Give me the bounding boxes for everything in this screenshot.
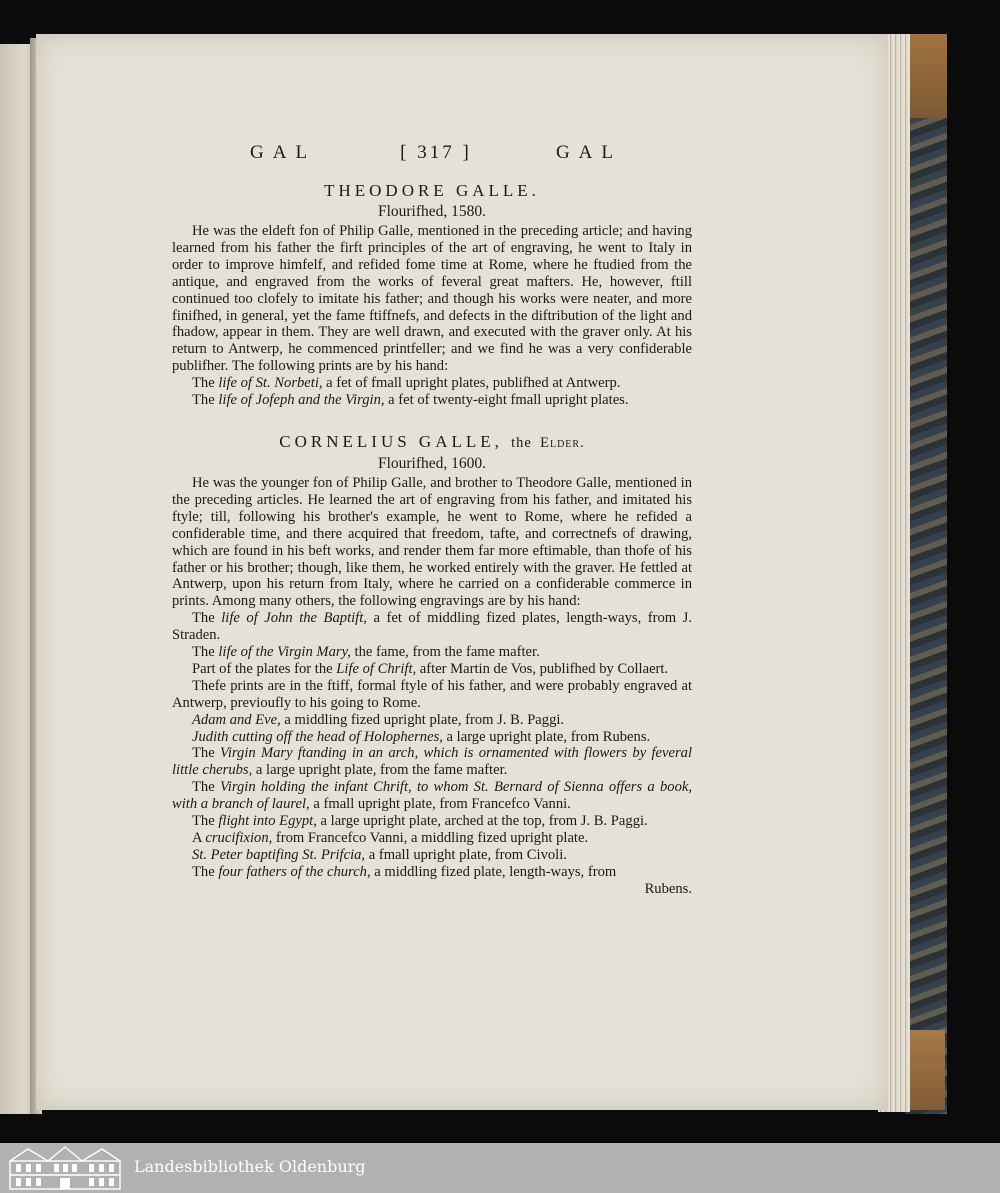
commentary-note: Thefe prints are in the ftiff, formal ftyle of his father, and were probably engraved at Antwerp, previoufly to his going to Rome. <box>172 677 692 711</box>
leather-corner-top <box>905 34 947 118</box>
running-head-right: GAL <box>555 142 622 163</box>
print-list-item: Judith cutting off the head of Holophernes, a large upright plate, from Rubens. <box>192 728 651 745</box>
print-list-item: A crucifixion, from Francefco Vanni, a middling fized upright plate. <box>192 830 589 846</box>
marbled-cover-edge <box>905 34 947 1114</box>
print-list-item: St. Peter baptifing St. Prifcia, a fmall upright plate, from Civoli. <box>192 846 567 863</box>
entry-title-cornelius: CORNELIUS GALLE, the Elder. <box>279 431 585 451</box>
print-list-item: The life of Jofeph and the Virgin, a fet of twenty-eight fmall upright plates. <box>192 392 629 409</box>
flourished-date: Flourifhed, 1580. <box>377 203 487 220</box>
catchword: Rubens. <box>644 880 692 897</box>
library-name: Landesbibliothek Oldenburg <box>134 1157 366 1176</box>
print-list-item: The Virgin Mary ftanding in an arch, which is ornamented with flowers by feveral little cherubs, a large upright plate, from the fame mafter. <box>172 745 693 779</box>
running-head <box>250 140 622 166</box>
print-list-item: The life of St. Norbeti, a fet of fmall upright plates, publifhed at Antwerp. <box>192 375 621 392</box>
footer-bar <box>0 1143 1000 1193</box>
library-building-icon <box>8 1145 122 1191</box>
page-number: [ 317 ] <box>400 142 472 163</box>
print-list-item: The Virgin holding the infant Chrift, to whom St. Bernard of Sienna offers a book, with a branch of laurel, a fmall upright plate, from Francefco Vanni. <box>172 779 692 813</box>
entry-title-theodore: THEODORE GALLE. <box>324 181 540 200</box>
text-column <box>172 140 692 898</box>
print-list-item: The flight into Egypt, a large upright plate, arched at the top, from J. B. Paggi. <box>192 813 648 830</box>
print-list-item: The life of John the Baptift, a fet of middling fized plates, length-ways, from J. Straden. <box>172 610 692 644</box>
print-list-item: The four fathers of the church, a middling fized plate, length-ways, from <box>192 863 617 880</box>
flourished-date: Flourifhed, 1600. <box>377 454 487 472</box>
print-list-item: The life of the Virgin Mary, the fame, from the fame mafter. <box>192 644 540 661</box>
biography-paragraph: He was the younger fon of Philip Galle, and brother to Theodore Galle, mentioned in the preceding articles. He learned the art of engraving from his father, and imitated his ftyle; till, following his brother's example, he went to Rome, where he refided a confiderable time, and there acquired that freedom, tafte, and correctnefs of drawing, which are found in his beft works, and render them far more eftimable, than thofe of his father or his brother; though, like them, he worked entirely with the graver. He fettled at Antwerp, upon his return from Italy, where he carried on a confiderable commerce in prints. Among many others, the following engravings are by his hand: <box>172 474 692 610</box>
running-head-left: GAL <box>250 142 317 163</box>
leather-corner-bottom <box>905 1030 945 1110</box>
biography-paragraph: He was the eldeft fon of Philip Galle, mentioned in the preceding article; and having learned from his father the firft principles of the art of engraving, he went to Italy in order to improve himfelf, and refided fome time at Rome, where he ftudied from the antique, and engraved from the works of feveral great mafters. He, however, ftill continued too clofely to imitate his father; and though his works were neater, and more finifhed, in general, yet the fame ftiffnefs, and defects in the diftribution of the light and fhadow, appear in them. They are well drawn, and executed with the graver only. At his return to Antwerp, he commenced printfeller; and we find he was a very confiderable publifher. The following prints are by his hand: <box>172 223 692 375</box>
print-list-item: Adam and Eve, a middling fized upright plate, from J. B. Paggi. <box>192 711 565 728</box>
print-list-item: Part of the plates for the Life of Chrift, after Martin de Vos, publifhed by Collaert. <box>192 660 669 677</box>
